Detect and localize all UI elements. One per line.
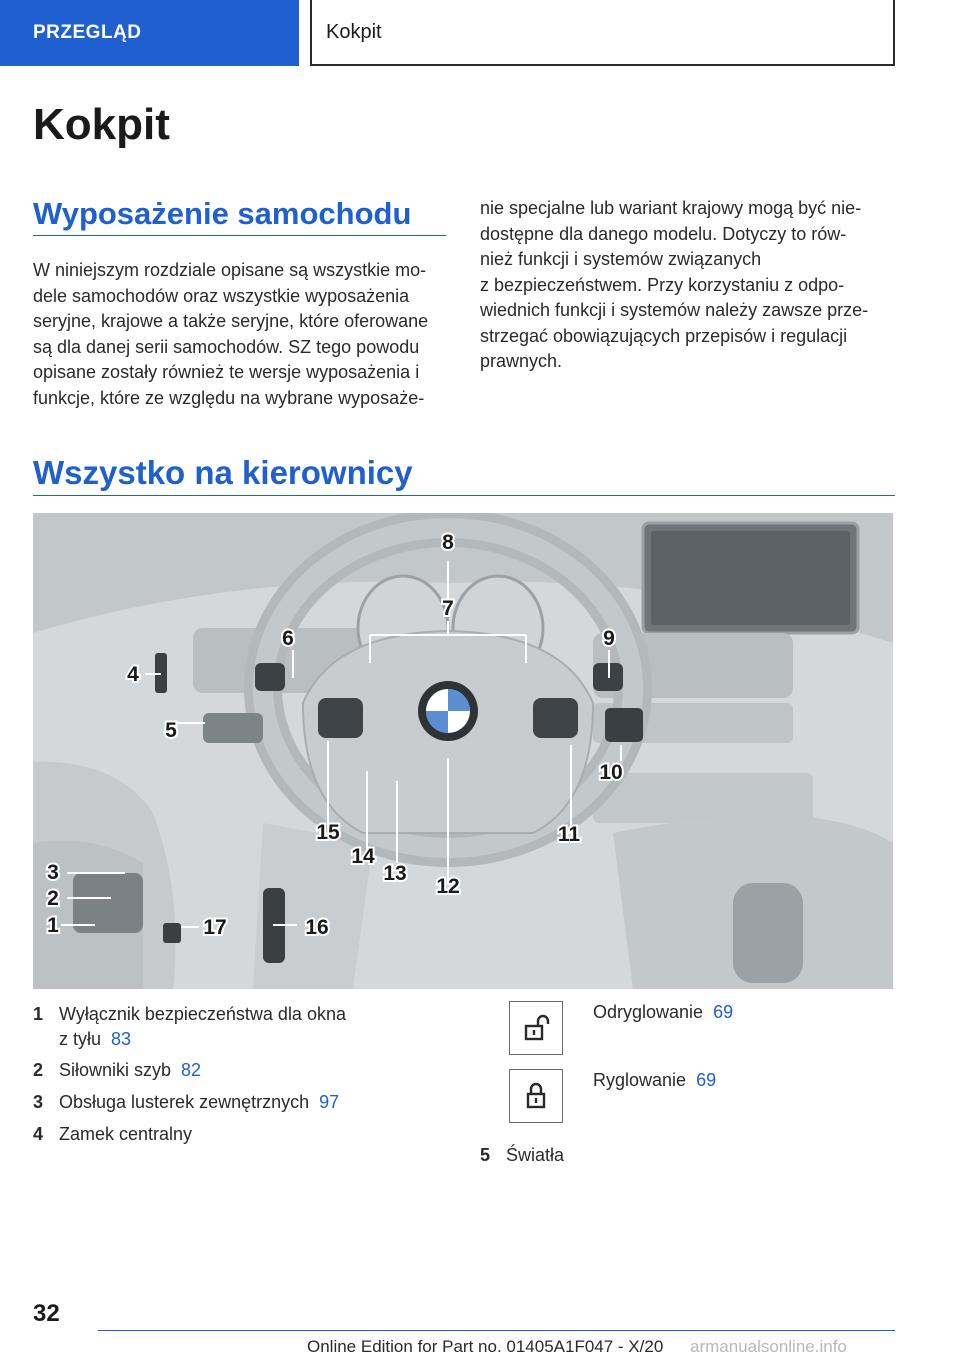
callout-7: 7 bbox=[442, 597, 454, 620]
page-link[interactable]: 69 bbox=[713, 1002, 734, 1022]
legend-text: Światła bbox=[506, 1145, 565, 1165]
legend-item-4 bbox=[33, 1122, 192, 1147]
legend-number: 4 bbox=[33, 1124, 44, 1144]
lock-icon bbox=[521, 1081, 551, 1111]
legend-text: Siłowniki szyb bbox=[59, 1060, 172, 1080]
section-heading-equipment: Wyposażenie samochodu bbox=[33, 196, 412, 231]
legend-text: z tyłu bbox=[59, 1029, 102, 1049]
callout-15: 15 bbox=[316, 821, 340, 844]
page-tab: Kokpit bbox=[310, 0, 895, 66]
page-link[interactable]: 97 bbox=[319, 1092, 340, 1112]
callout-1: 1 bbox=[47, 914, 59, 937]
legend-number: 3 bbox=[33, 1092, 44, 1112]
unlock-icon bbox=[521, 1013, 551, 1043]
callout-13: 13 bbox=[383, 862, 407, 885]
callout-16: 16 bbox=[305, 916, 329, 939]
heading-rule bbox=[33, 235, 446, 236]
page-link[interactable]: 69 bbox=[696, 1070, 717, 1090]
page-title: Kokpit bbox=[33, 100, 170, 149]
section-tab[interactable]: PRZEGLĄD bbox=[0, 0, 299, 66]
intro-text-col1: W niniejszym rozdziale opisane są wszystkie mo- dele samochodów oraz wszystkie wyposażenia seryjne, krajowe a także seryjne, które oferowane są dla danej serii samochodów. SZ tego powodu opisane zostały również te wersje wyposażenia i funkcje, które ze względu na wybrane wyposaże- bbox=[33, 260, 429, 408]
callout-6: 6 bbox=[282, 627, 294, 650]
section-heading-steering: Wszystko na kierownicy bbox=[33, 454, 413, 491]
callout-12: 12 bbox=[436, 875, 460, 898]
callout-14: 14 bbox=[351, 845, 375, 868]
page-number: 32 bbox=[33, 1300, 60, 1327]
callout-17: 17 bbox=[203, 916, 227, 939]
callout-2: 2 bbox=[47, 887, 59, 910]
unlock-label: Odryglowanie 69 bbox=[593, 1002, 734, 1022]
legend-number: 2 bbox=[33, 1060, 44, 1080]
legend-number: 5 bbox=[480, 1145, 491, 1165]
heading-rule bbox=[33, 495, 895, 496]
callout-9: 9 bbox=[603, 627, 615, 650]
callout-10: 10 bbox=[599, 761, 623, 784]
watermark: armanualsonline.info bbox=[690, 1337, 847, 1356]
unlock-symbol bbox=[509, 1001, 563, 1055]
legend-text: Obsługa lusterek zewnętrznych bbox=[59, 1092, 310, 1112]
cockpit-figure bbox=[33, 513, 893, 989]
legend-item-5 bbox=[480, 1143, 564, 1168]
intro-text-col2: nie specjalne lub wariant krajowy mogą być nie- dostępne dla danego modelu. Dotyczy to rów- nież funkcji i systemów związanych z bezpieczeństwem. Przy korzystaniu z odpo- wiednich funkcji i systemów należy zawsze prze- strzegać obowiązujących przepisów i regulacji prawnych. bbox=[480, 198, 869, 371]
footer-edition: Online Edition for Part no. 01405A1F047 - X/20 bbox=[307, 1337, 664, 1356]
callout-3: 3 bbox=[47, 861, 59, 884]
legend-item-2 bbox=[33, 1058, 201, 1083]
legend-item-3 bbox=[33, 1090, 339, 1115]
legend-item-1 bbox=[33, 1002, 346, 1052]
page-link[interactable]: 82 bbox=[181, 1060, 202, 1080]
lock-label: Ryglowanie 69 bbox=[593, 1070, 717, 1090]
legend-number: 1 bbox=[33, 1004, 44, 1024]
callout-4: 4 bbox=[127, 663, 139, 686]
callout-11: 11 bbox=[557, 823, 581, 846]
footer-rule bbox=[98, 1330, 895, 1331]
legend-text: Zamek centralny bbox=[59, 1124, 193, 1144]
lock-symbol bbox=[509, 1069, 563, 1123]
legend-text: Wyłącznik bezpieczeństwa dla okna bbox=[59, 1004, 346, 1024]
page-link[interactable]: 83 bbox=[111, 1029, 132, 1049]
callout-8: 8 bbox=[442, 531, 454, 554]
callout-5: 5 bbox=[165, 719, 177, 742]
